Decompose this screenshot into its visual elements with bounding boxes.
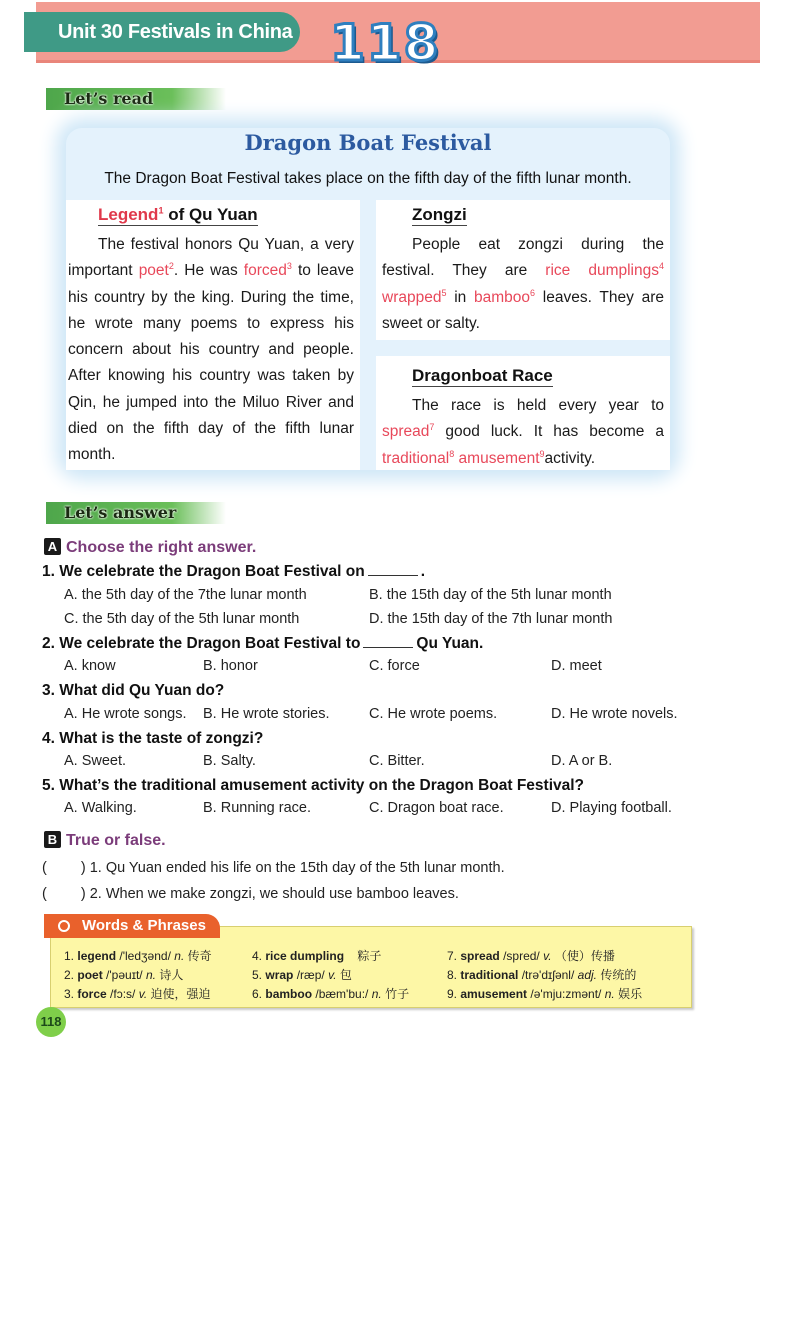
zongzi-paragraph: People eat zongzi during the festival. They are rice dumplings$^4$ wrapped$^5$ in bamboo$^6$ leaves. They are sweet or salty.	[382, 236, 664, 332]
q1-option-c[interactable]: C. the 5th day of the 5th lunar month	[64, 611, 300, 627]
q2-option-c[interactable]: C. force	[369, 658, 420, 674]
answer-paren[interactable]: (	[42, 860, 47, 876]
unit-title: Unit 30 Festivals in China	[24, 12, 300, 52]
section-label-answer: Let’s answer	[46, 502, 226, 524]
part-a-badge: A	[44, 538, 61, 555]
legend-heading: Legend$^1$ of Qu Yuan	[98, 205, 258, 224]
answer-blank[interactable]	[368, 575, 418, 576]
word-entry: 7. spread /spred/ v. （使）传播	[447, 949, 615, 963]
q3-option-b[interactable]: B. He wrote stories.	[203, 706, 330, 722]
question-2: 2. We celebrate the Dragon Boat Festival to Qu Yuan.	[42, 635, 484, 652]
zongzi-heading: Zongzi	[412, 205, 467, 224]
q5-option-d[interactable]: D. Playing football.	[551, 800, 672, 816]
question-1: 1. We celebrate the Dragon Boat Festival on .	[42, 563, 426, 580]
word-entry: 9. amusement /ə'mju:zmənt/ n. 娱乐	[447, 987, 643, 1001]
q2-option-a[interactable]: A. know	[64, 658, 116, 674]
race-heading: Dragonboat Race	[412, 366, 553, 385]
article-intro: The Dragon Boat Festival takes place on the fifth day of the fifth lunar month.	[104, 170, 632, 187]
word-entry: 1. legend /'ledʒənd/ n. 传奇	[64, 949, 212, 963]
q3-option-d[interactable]: D. He wrote novels.	[551, 706, 678, 722]
circle-icon	[58, 920, 70, 932]
answer-blank[interactable]	[363, 647, 413, 648]
part-b-heading: B True or false.	[44, 831, 166, 850]
q4-option-c[interactable]: C. Bitter.	[369, 753, 425, 769]
question-4: 4. What is the taste of zongzi?	[42, 730, 264, 747]
word-entry: 2. poet /'pəuɪt/ n. 诗人	[64, 968, 184, 982]
question-3: 3. What did Qu Yuan do?	[42, 682, 225, 699]
unit-number: 118	[330, 14, 441, 72]
word-entry: 4. rice dumpling 粽子	[252, 949, 382, 963]
race-paragraph: The race is held every year to spread$^7$ good luck. It has become a traditional$^8$ amusement$^9$activity.	[382, 397, 664, 467]
question-5: 5. What’s the traditional amusement activity on the Dragon Boat Festival?	[42, 777, 585, 794]
q4-option-d[interactable]: D. A or B.	[551, 753, 613, 769]
q3-option-c[interactable]: C. He wrote poems.	[369, 706, 498, 722]
section-label-read: Let’s read	[46, 88, 226, 110]
part-a-heading: A Choose the right answer.	[44, 538, 256, 557]
q2-option-d[interactable]: D. meet	[551, 658, 602, 674]
q3-option-a[interactable]: A. He wrote songs.	[64, 706, 187, 722]
tf-item-1: ( ) 1. Qu Yuan ended his life on the 15th day of the 5th lunar month.	[42, 860, 505, 876]
word-entry: 8. traditional /trə'dɪʃənl/ adj. 传统的	[447, 968, 637, 982]
legend-paragraph: The festival honors Qu Yuan, a very important poet$^2$. He was forced$^3$ to leave his country by the king. During the time, he wrote many poems to express his concern about his country and people. After knowing his country was taken by Qin, he jumped into the Miluo River and died on the fifth day of the fifth lunar month.	[68, 236, 354, 464]
q5-option-c[interactable]: C. Dragon boat race.	[369, 800, 504, 816]
answer-paren[interactable]: (	[42, 886, 47, 902]
part-b-badge: B	[44, 831, 61, 848]
q4-option-a[interactable]: A. Sweet.	[64, 753, 127, 769]
q1-option-a[interactable]: A. the 5th day of the 7the lunar month	[64, 587, 307, 603]
words-title: Words & Phrases	[44, 914, 220, 938]
q1-option-b[interactable]: B. the 15th day of the 5th lunar month	[369, 587, 612, 603]
page-number: 118	[36, 1007, 66, 1037]
article-title: Dragon Boat Festival	[244, 130, 492, 155]
q5-option-a[interactable]: A. Walking.	[64, 800, 137, 816]
q1-option-d[interactable]: D. the 15th day of the 7th lunar month	[369, 611, 613, 627]
q4-option-b[interactable]: B. Salty.	[203, 753, 256, 769]
word-entry: 3. force /fɔ:s/ v. 迫使，强迫	[64, 987, 211, 1001]
tf-item-2: ( ) 2. When we make zongzi, we should use bamboo leaves.	[42, 886, 459, 902]
q2-option-b[interactable]: B. honor	[203, 658, 258, 674]
q5-option-b[interactable]: B. Running race.	[203, 800, 312, 816]
word-entry: 6. bamboo /bæm'bu:/ n. 竹子	[252, 987, 410, 1001]
word-entry: 5. wrap /ræp/ v. 包	[252, 968, 352, 982]
